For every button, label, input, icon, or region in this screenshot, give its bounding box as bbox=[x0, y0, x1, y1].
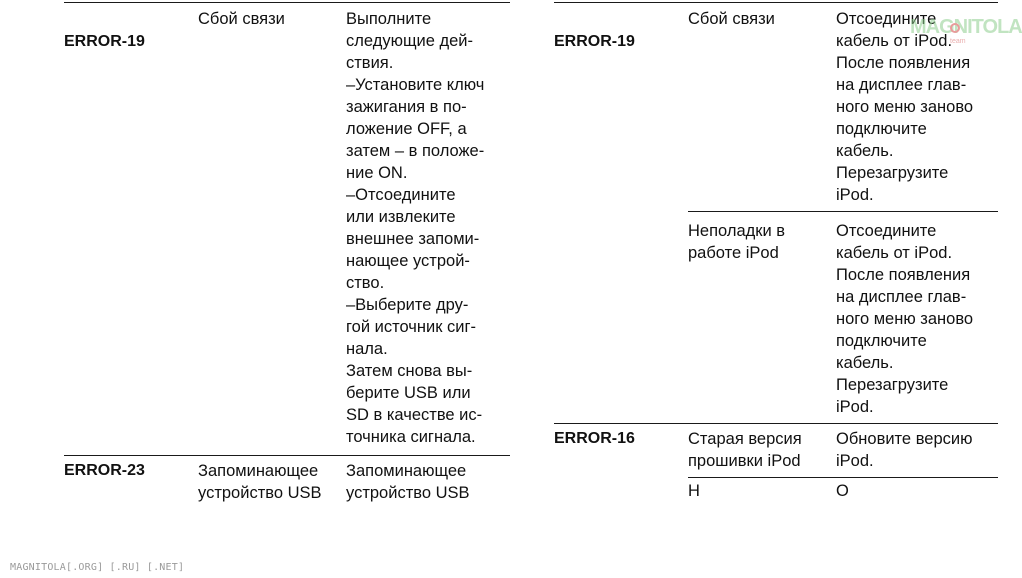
right-row3-cause: Старая версия прошивки iPod bbox=[688, 430, 802, 470]
left-row-divider bbox=[64, 455, 510, 456]
left-row2-code: ERROR-23 bbox=[64, 462, 145, 479]
left-table-top-rule bbox=[64, 2, 510, 3]
left-row1-code: ERROR-19 bbox=[64, 33, 145, 50]
logo-ring-icon bbox=[950, 23, 960, 33]
right-row-divider bbox=[554, 423, 998, 424]
right-row2-cause: Неполадки в работе iPod bbox=[688, 222, 786, 262]
right-row2-action: Отсоедините кабель от iPod. После появления на дисплее глав- ного меню заново подключите кабель. Перезагрузите iPod. bbox=[836, 222, 974, 416]
left-row2-cause: Запоминающее устройство USB bbox=[198, 462, 322, 502]
right-row1-code: ERROR-19 bbox=[554, 33, 635, 50]
right-subrow-divider-2 bbox=[688, 477, 998, 478]
right-row1-cause: Сбой связи bbox=[688, 10, 775, 28]
right-row3-code: ERROR-16 bbox=[554, 430, 635, 447]
site-watermark: MAGNITOLA[.ORG] [.RU] [.NET] bbox=[10, 562, 185, 573]
magnitola-logo-sub: team bbox=[950, 38, 966, 45]
right-row4-cause: Н bbox=[688, 482, 700, 500]
right-table-top-rule bbox=[554, 2, 998, 3]
right-row3-action: Обновите версию iPod. bbox=[836, 430, 973, 470]
right-row4-action: О bbox=[836, 482, 849, 500]
right-subrow-divider bbox=[688, 211, 998, 212]
left-row2-action: Запоминающее устройство USB bbox=[346, 462, 470, 502]
magnitola-logo bbox=[910, 14, 1022, 48]
left-row1-cause: Сбой связи bbox=[198, 10, 285, 28]
magnitola-logo-text: MAGNITOLA bbox=[910, 16, 1022, 38]
left-row1-action: Выполните следующие дей- ствия. –Установите ключ зажигания в по- ложение OFF, а затем – в положе- ние ON. –Отсоедините или извлеките внешнее запоми- нающее устрой- ство. –Выберите дру- гой источник сиг- нала. Затем снова вы- берите USB или SD в качестве ис- точника сигнала. bbox=[346, 10, 485, 446]
right-row1-action: Отсоедините кабель от iPod. После появления на дисплее глав- ного меню заново подключите кабель. Перезагрузите iPod. bbox=[836, 10, 974, 204]
